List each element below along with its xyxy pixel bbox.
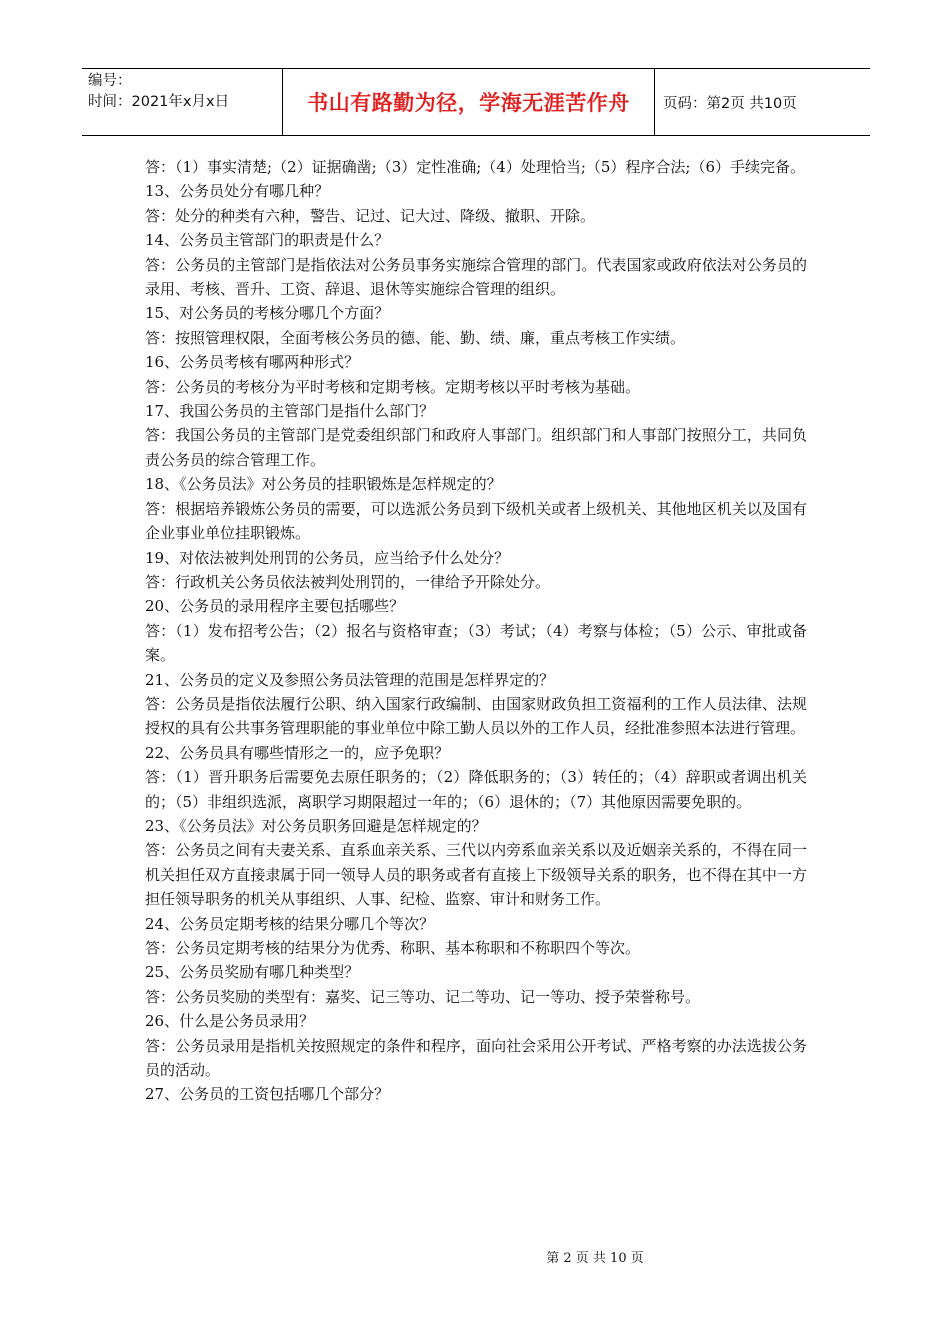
document-time-label: 时间：2021年x月x日	[88, 94, 230, 110]
body-line: 27、公务员的工资包括哪几个部分？	[145, 1085, 390, 1104]
body-line: 答：公务员之间有夫妻关系、直系血亲关系、三代以内旁系血亲关系以及近姻亲关系的，不得在同一机关担任双方直接隶属于同一领导人员的职务或者有直接上下级领导关系的职务，也不得在其中一方担任领导职务的机关从事组织、人事、纪检、监察、审计和财务工作。	[145, 841, 807, 909]
body-line: 答：公务员录用是指机关按照规定的条件和程序，面向社会采用公开考试、严格考察的办法选拔公务员的活动。	[145, 1036, 807, 1080]
body-line: 答：（1）发布招考公告；（2）报名与资格审查；（3）考试；（4）考察与体检；（5）公示、审批或备案。	[145, 621, 807, 665]
header-meta	[82, 69, 282, 135]
body-line: 18、《公务员法》对公务员的挂职锻炼是怎样规定的？	[145, 475, 502, 494]
body-line: 答：（1）事实清楚;（2）证据确凿;（3）定性准确;（4）处理恰当;（5）程序合法;（6）手续完备。	[145, 158, 806, 176]
body-line: 17、我国公务员的主管部门是指什么部门？	[145, 402, 435, 421]
body-line: 答：公务员的考核分为平时考核和定期考核。定期考核以平时考核为基础。	[145, 377, 641, 396]
body-line: 答：（1）晋升职务后需要免去原任职务的；（2）降低职务的；（3）转任的；（4）辞职或者调出机关的；（5）非组织选派，离职学习期限超过一年的；（6）退休的；（7）其他原因需要免职的。	[145, 768, 807, 811]
body-line: 21、公务员的定义及参照公务员法管理的范围是怎样界定的？	[145, 670, 555, 689]
body-line: 16、公务员考核有哪两种形式？	[145, 353, 360, 372]
page-footer	[0, 1247, 950, 1266]
footer-page-number: 第 2 页 共 10 页	[546, 1251, 644, 1266]
body-line: 23、《公务员法》对公务员职务回避是怎样规定的？	[145, 816, 487, 835]
body-line: 14、公务员主管部门的职责是什么？	[145, 231, 390, 250]
body-line: 答：根据培养锻炼公务员的需要，可以选派公务员到下级机关或者上级机关、其他地区机关以及国有企业事业单位挂职锻炼。	[145, 499, 807, 543]
body-line: 22、公务员具有哪些情形之一的，应予免职？	[145, 743, 450, 762]
document-body	[145, 155, 807, 1107]
body-line: 15、对公务员的考核分哪几个方面？	[145, 304, 390, 323]
body-line: 答：处分的种类有六种，警告、记过、记大过、降级、撤职、开除。	[145, 206, 596, 225]
body-line: 26、什么是公务员录用？	[145, 1012, 315, 1031]
body-line: 25、公务员奖励有哪几种类型？	[145, 963, 360, 982]
body-line: 答：我国公务员的主管部门是党委组织部门和政府人事部门。组织部门和人事部门按照分工，共同负责公务员的综合管理工作。	[145, 426, 807, 469]
body-line: 答：公务员是指依法履行公职、纳入国家行政编制、由国家财政负担工资福利的工作人员法律、法规授权的具有公共事务管理职能的事业单位中除工勤人员以外的工作人员，经批准参照本法进行管理。	[145, 694, 807, 738]
body-line: 19、对依法被判处刑罚的公务员，应当给予什么处分？	[145, 548, 510, 567]
body-line: 24、公务员定期考核的结果分哪几个等次？	[145, 914, 435, 933]
body-line: 答：公务员定期考核的结果分为优秀、称职、基本称职和不称职四个等次。	[145, 939, 641, 957]
body-line: 答：行政机关公务员依法被判处刑罚的，一律给予开除处分。	[145, 572, 551, 591]
body-line: 答：公务员奖励的类型有：嘉奖、记三等功、记二等功、记一等功、授予荣誉称号。	[145, 987, 701, 1006]
body-line: 20、公务员的录用程序主要包括哪些？	[145, 597, 405, 616]
page-header	[82, 68, 870, 136]
document-number-label: 编号：	[88, 73, 132, 89]
header-page-info: 页码：第2页 共10页	[663, 95, 797, 112]
body-line: 13、公务员处分有哪几种？	[145, 182, 330, 201]
header-motto: 书山有路勤为径，学海无涯苦作舟	[282, 69, 655, 135]
body-line: 答：按照管理权限，全面考核公务员的德、能、勤、绩、廉，重点考核工作实绩。	[145, 328, 686, 347]
body-line: 答：公务员的主管部门是指依法对公务员事务实施综合管理的部门。代表国家或政府依法对公务员的录用、考核、晋升、工资、辞退、退休等实施综合管理的组织。	[145, 255, 807, 299]
